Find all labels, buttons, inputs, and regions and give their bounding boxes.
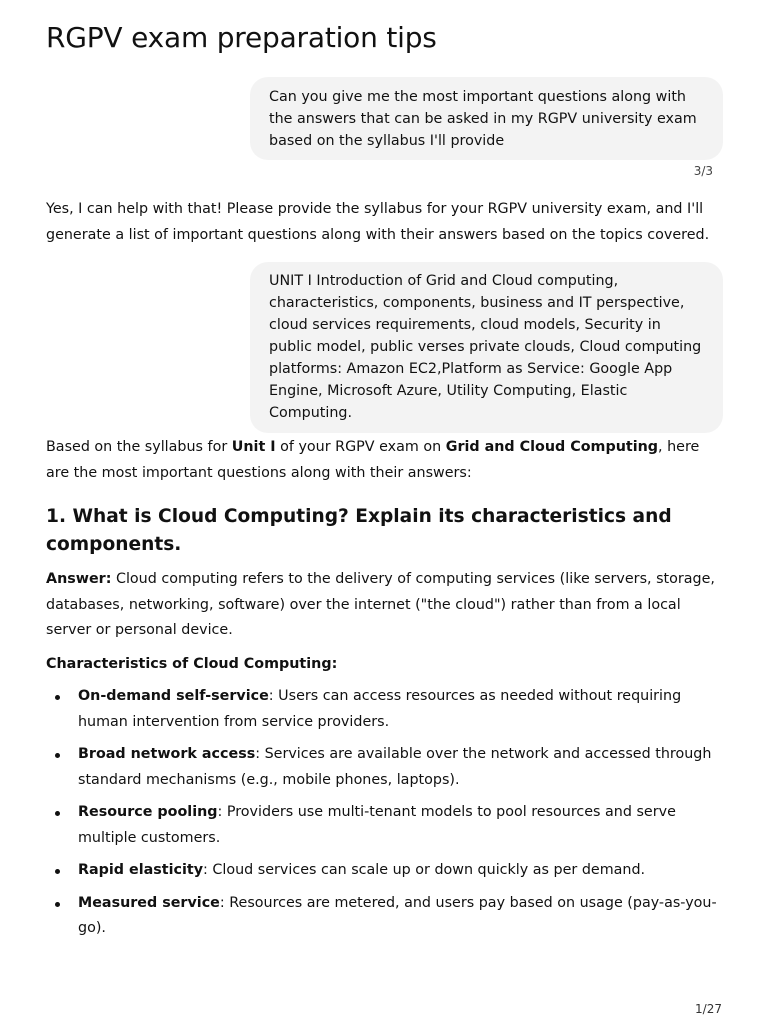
bullet-icon <box>55 695 60 700</box>
assistant-intro <box>46 435 722 486</box>
answer-label: Answer: <box>46 571 112 587</box>
answer-paragraph <box>46 567 726 644</box>
question-heading: 1. What is Cloud Computing? Explain its characteristics and components. <box>46 506 672 555</box>
user-message-bubble <box>250 77 723 160</box>
page-number: 1/27 <box>695 1002 722 1016</box>
list-item <box>46 800 726 851</box>
user-message-text: Can you give me the most important questions along with the answers that can be asked in my RGPV university exam based on the syllabus I'll provide <box>269 89 697 149</box>
question-section <box>46 503 726 949</box>
intro-part: , here are the most important questions along with their answers: <box>46 439 700 481</box>
bullet-icon <box>55 869 60 874</box>
bullet-icon <box>55 902 60 907</box>
assistant-intro-text <box>46 435 722 486</box>
list-item-desc: : Cloud services can scale up or down quickly as per demand. <box>203 862 646 878</box>
intro-part: of your RGPV exam on <box>275 439 446 455</box>
response-version-indicator: 3/3 <box>693 164 713 178</box>
list-item <box>46 891 726 942</box>
list-item-term: Measured service <box>78 894 220 911</box>
user-syllabus-bubble <box>250 262 723 433</box>
list-item-desc: : Services are available over the network and accessed through standard mechanisms (e.g., mobile phones, laptops). <box>78 746 712 788</box>
characteristics-heading: Characteristics of Cloud Computing: <box>46 655 338 672</box>
list-item-term: Broad network access <box>78 746 256 762</box>
characteristics-list <box>46 684 726 942</box>
list-item-term: Rapid elasticity <box>78 862 204 878</box>
assistant-reply <box>46 197 722 248</box>
list-item-term: Resource pooling <box>78 804 218 820</box>
list-item-term: On-demand self-service <box>78 688 269 704</box>
answer-text: Cloud computing refers to the delivery of computing services (like servers, storage, databases, networking, software) over the internet ("the cloud") rather than from a local server or personal device. <box>46 571 715 638</box>
intro-unit-bold: Unit I <box>231 439 276 455</box>
list-item-desc: : Providers use multi-tenant models to pool resources and serve multiple customers. <box>78 804 676 846</box>
list-item-desc: : Users can access resources as needed without requiring human intervention from service providers. <box>78 688 682 730</box>
bullet-icon <box>55 753 60 758</box>
page-title: RGPV exam preparation tips <box>46 21 437 54</box>
assistant-reply-text: Yes, I can help with that! Please provide the syllabus for your RGPV university exam, and I'll generate a list of important questions along with their answers based on the topics covered. <box>46 201 710 243</box>
user-syllabus-text: UNIT I Introduction of Grid and Cloud computing, characteristics, components, business and IT perspective, cloud services requirements, cloud models, Security in public model, public verses private clouds, Cloud computing platforms: Amazon EC2,Platform as Service: Google App Engine, Microsoft Azure, Utility Computing, Elastic Computing. <box>269 273 702 421</box>
list-item <box>46 742 726 793</box>
list-item <box>46 858 726 884</box>
intro-part: Based on the syllabus for <box>46 439 232 455</box>
list-item <box>46 684 726 735</box>
list-item-desc: : Resources are metered, and users pay based on usage (pay-as-you-go). <box>78 894 717 936</box>
bullet-icon <box>55 811 60 816</box>
intro-subject-bold: Grid and Cloud Computing <box>445 439 659 455</box>
